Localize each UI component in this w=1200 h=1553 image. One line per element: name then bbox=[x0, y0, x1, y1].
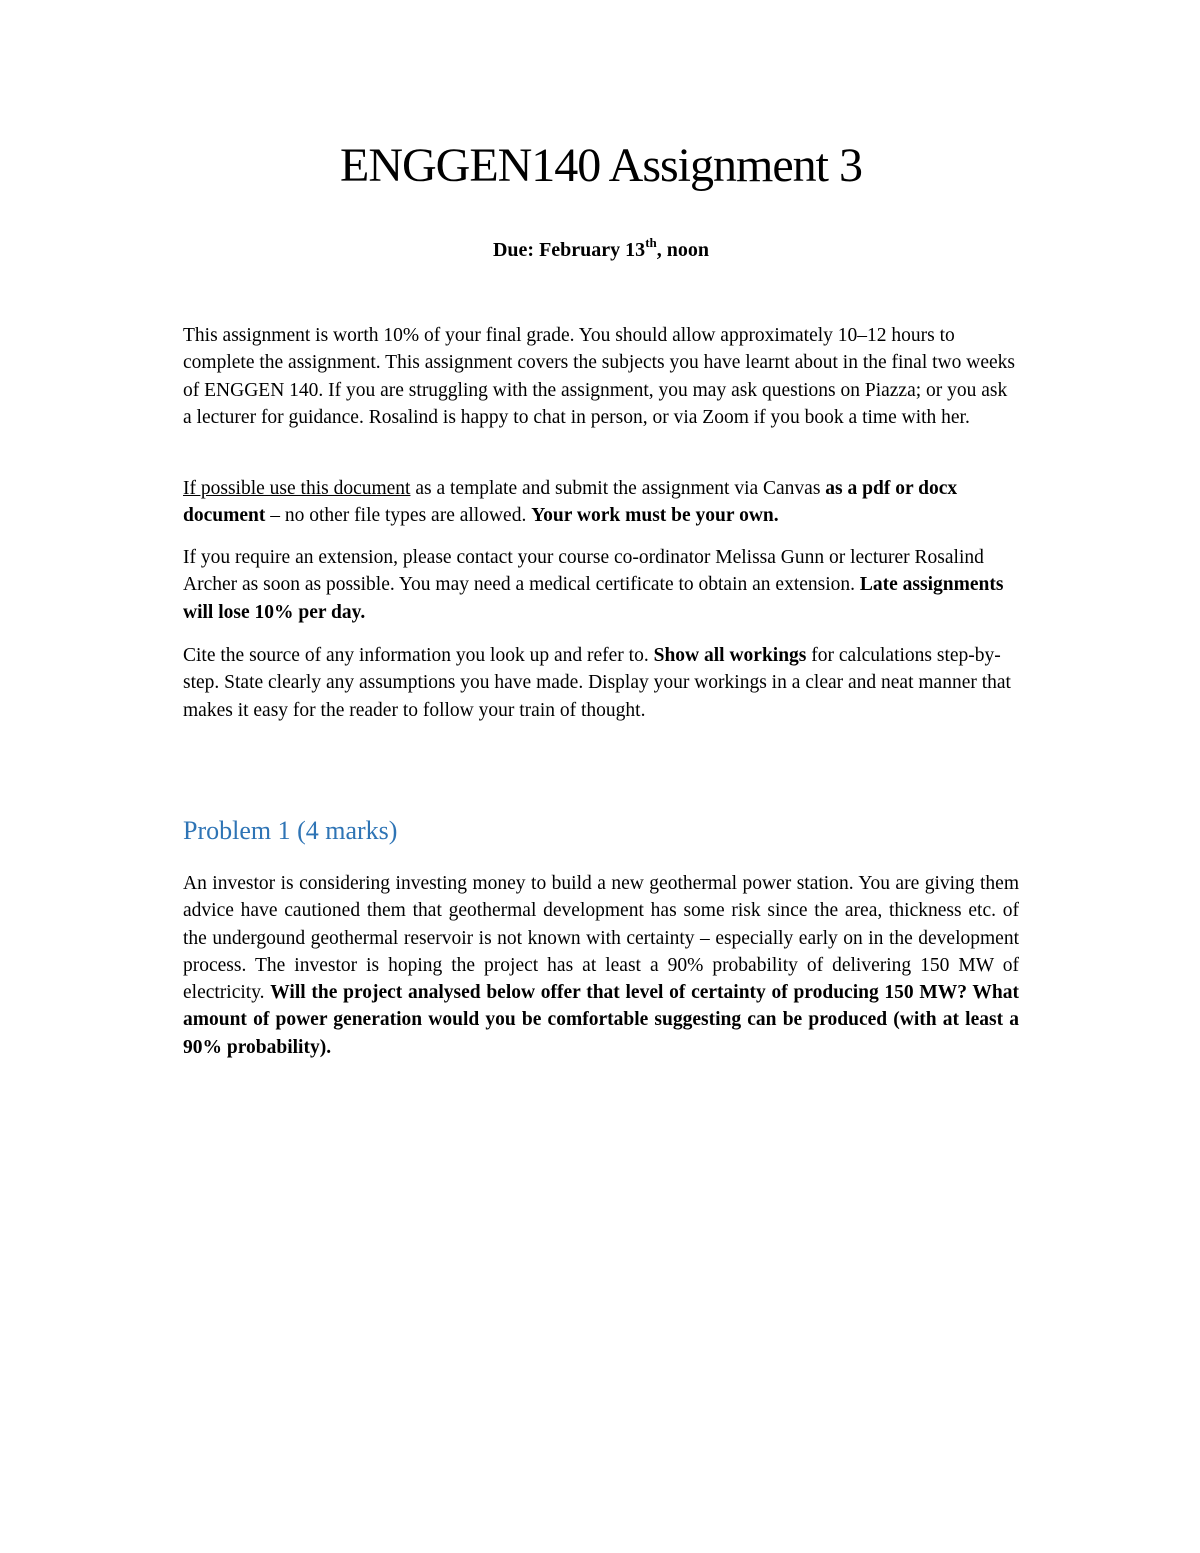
due-date-prefix: Due: February 13 bbox=[492, 239, 646, 261]
own-work-notice: Your work must be your own. bbox=[531, 505, 779, 527]
show-workings-bold: Show all workings bbox=[653, 645, 807, 666]
problem-1-heading: Problem 1 (4 marks) bbox=[183, 816, 398, 845]
due-date-suffix: , noon bbox=[656, 239, 709, 261]
problem-1-question: Will the project analysed below offer that level of certainty of producing 150 MW? What amount of power generation would you be comfortable suggesting can be produced (with at least a 90% probability). bbox=[183, 982, 1019, 1058]
problem-1-text: An investor is considering investing money to build a new geothermal power station. You are giving them advice have cautioned them that geothermal development has some risk since the area, thickness etc. of the undergound geothermal reservoir is not known with certainty – especially early on in the development process. The investor is hoping the project has at least a 90% probability of delivering 150 MW of electricity. bbox=[183, 873, 1019, 1004]
due-date-superscript: th bbox=[645, 235, 657, 250]
submission-format-bold: as a pdf or docx document bbox=[183, 478, 958, 527]
document-title: ENGGEN140 Assignment 3 bbox=[340, 139, 862, 192]
intro-paragraph: This assignment is worth 10% of your final grade. You should allow approximately 10–12 hours to complete the assignment. This assignment covers the subjects you have learnt about in the final two weeks of ENGGEN 140. If you are struggling with the assignment, you may ask questions on Piazza; or you ask a lecturer for guidance. Rosalind is happy to chat in person, or via Zoom if you book a time with her. bbox=[183, 325, 1015, 428]
problem-1-paragraph bbox=[183, 870, 1019, 1061]
late-penalty-notice: Late assignments will lose 10% per day. bbox=[183, 574, 1004, 623]
submission-underlined-text: If possible use this document bbox=[183, 478, 411, 499]
citation-text-2: for calculations step-by-step. State clearly any assumptions you have made. Display your workings in a clear and neat manner that makes it easy for the reader to follow your train of thought. bbox=[183, 645, 1011, 721]
citation-paragraph bbox=[183, 642, 1019, 724]
due-date bbox=[183, 236, 1019, 264]
submission-text-1: as a template and submit the assignment via Canvas bbox=[410, 478, 826, 499]
extension-paragraph bbox=[183, 544, 1019, 626]
citation-text-1: Cite the source of any information you look up and refer to. bbox=[183, 645, 654, 666]
submission-text-2: – no other file types are allowed. bbox=[265, 505, 532, 527]
extension-text: If you require an extension, please contact your course co-ordinator Melissa Gunn or lecturer Rosalind Archer as soon as possible. You may need a medical certificate to obtain an extension. bbox=[183, 547, 984, 596]
submission-paragraph bbox=[183, 475, 1019, 530]
